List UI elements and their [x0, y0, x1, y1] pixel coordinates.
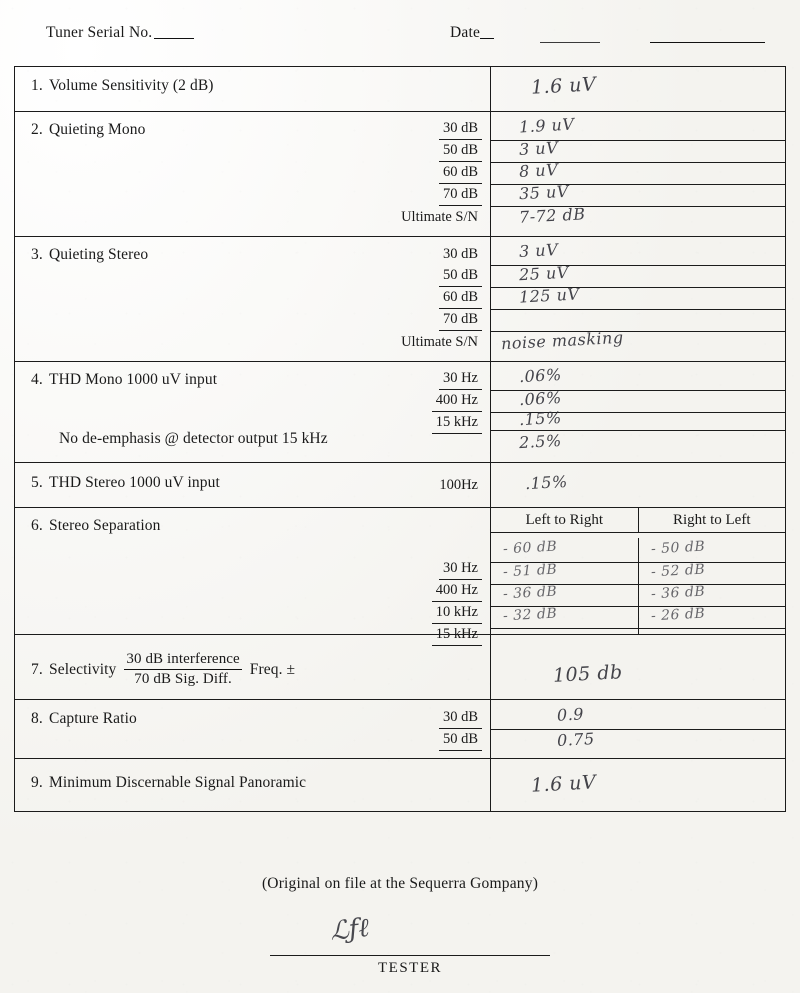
row-5-value-cell — [491, 463, 785, 507]
row-3-value-50db: 25 uV — [518, 262, 570, 285]
row-2-value-60db: 8 uV — [518, 159, 559, 182]
table-row — [15, 463, 785, 508]
row-4-value-cell — [491, 362, 785, 462]
row-4-label: 4. THD Mono 1000 uV input — [31, 371, 218, 388]
row-3-value-ultimate-sn: noise masking — [500, 327, 625, 354]
row-6-value-400hz-ltr: - 51 dB — [502, 561, 558, 581]
row-1-value-cell — [491, 67, 785, 111]
table-row — [15, 759, 785, 811]
row-8-value-50db: 0.75 — [556, 729, 596, 750]
table-row — [15, 700, 785, 759]
row-9-value-cell — [491, 759, 785, 811]
sublabel: 30 dB — [442, 246, 478, 262]
signature-line — [270, 955, 550, 956]
table-row — [15, 362, 785, 463]
row-2-value-70db: 35 uV — [518, 181, 570, 204]
sublabel: 60 dB — [232, 287, 482, 309]
sublabel: 400 Hz — [232, 390, 482, 412]
table-row — [15, 112, 785, 237]
row-6-value-10khz-rtl: - 36 dB — [650, 583, 706, 603]
row-4-label-cell — [15, 362, 491, 462]
date-blank — [480, 38, 494, 39]
form-header — [40, 18, 770, 54]
row-2-label: 2. Quieting Mono — [31, 121, 146, 138]
row-3-value-60db: 125 uV — [518, 284, 580, 307]
row-6-value-400hz-rtl: - 52 dB — [650, 561, 706, 581]
selectivity-fraction — [124, 651, 241, 688]
separation-column-headers — [491, 508, 785, 533]
row-6-sublabels — [232, 558, 482, 646]
sublabel: 70 dB — [232, 309, 482, 331]
row-6-value-30hz-rtl: - 50 dB — [650, 538, 706, 558]
sublabel: 30 dB — [232, 118, 482, 140]
sublabel: Ultimate S/N — [401, 334, 478, 350]
sublabel: 15 kHz — [232, 624, 482, 646]
row-3-value-cell — [491, 237, 785, 361]
sublabel: 70 dB — [232, 184, 482, 206]
row-3-value-30db: 3 uV — [518, 239, 559, 262]
row-3-sublabels — [232, 243, 482, 353]
sublabel: 30 dB — [232, 707, 482, 729]
separation-values — [491, 538, 785, 634]
row-4-value-30hz: .06% — [518, 364, 563, 387]
tester-signature: ℒƒℓ — [328, 913, 371, 947]
sublabel: 50 dB — [232, 140, 482, 162]
serial-number-label: Tuner Serial No. — [46, 24, 153, 41]
row-5-value-100hz: .15% — [524, 471, 569, 494]
header-rule-long — [650, 42, 765, 43]
table-row — [15, 508, 785, 642]
row-8-value-30db: 0.9 — [556, 704, 585, 725]
tester-label: TESTER — [378, 960, 442, 976]
row-7-label-cell — [15, 635, 491, 699]
fraction-denominator: 70 dB Sig. Diff. — [134, 671, 232, 687]
row-6-label: 6. Stereo Separation — [31, 517, 161, 534]
row-5-sublabels — [232, 474, 482, 496]
date-label: Date — [450, 24, 481, 41]
row-1-label-cell — [15, 67, 491, 111]
row-6-label-cell — [15, 508, 491, 642]
sublabel: 15 kHz — [232, 412, 482, 434]
row-8-sublabels — [232, 707, 482, 751]
row-4-value-400hz: .06% — [518, 387, 563, 410]
row-4-value-15khz: .15% — [518, 407, 563, 430]
row-8-label-cell — [15, 700, 491, 758]
row-8-label: 8. Capture Ratio — [31, 710, 137, 727]
measurements-table — [14, 66, 786, 812]
column-header-left-to-right: Left to Right — [491, 508, 639, 532]
separation-column-divider — [638, 538, 639, 634]
row-6-value-30hz-ltr: - 60 dB — [502, 538, 558, 558]
row-1-label: 1. Volume Sensitivity (2 dB) — [31, 77, 214, 94]
row-2-sublabels — [232, 118, 482, 228]
row-2-value-cell — [491, 112, 785, 236]
sublabel: 100Hz — [439, 477, 478, 493]
row-2-value-ultimate-sn: 7-72 dB — [518, 204, 586, 227]
row-1-handwritten-value: 1.6 uV — [530, 73, 597, 99]
row-4-sublabels — [232, 368, 482, 434]
row-9-handwritten-value: 1.6 uV — [530, 771, 597, 797]
row-6-value-15khz-ltr: - 32 dB — [502, 605, 558, 625]
row-3-label: 3. Quieting Stereo — [31, 246, 149, 263]
row-2-value-30db: 1.9 uV — [518, 114, 575, 137]
row-6-value-15khz-rtl: - 26 dB — [650, 605, 706, 625]
row-7-handwritten-value: 105 db — [552, 661, 624, 687]
sublabel: 30 Hz — [232, 368, 482, 390]
column-header-right-to-left: Right to Left — [673, 512, 751, 528]
row-6-value-10khz-ltr: - 36 dB — [502, 583, 558, 603]
table-row — [15, 67, 785, 112]
sublabel: 50 dB — [232, 729, 482, 751]
row-4-extra-label: No de-emphasis @ detector output 15 kHz — [59, 430, 328, 447]
row-8-value-cell — [491, 700, 785, 758]
row-9-label: 9. Minimum Discernable Signal Panoramic — [31, 774, 307, 791]
sublabel: 400 Hz — [232, 580, 482, 602]
row-2-value-50db: 3 uV — [518, 137, 559, 160]
sublabel: 30 Hz — [232, 558, 482, 580]
table-row — [15, 237, 785, 362]
row-3-label-cell — [15, 237, 491, 361]
row-7-label: 7. Selectivity $\frac{\text{30 dB interference}}{\text{70 dB Sig. Diff.}}$ Freq. ± — [31, 651, 296, 687]
row-9-label-cell — [15, 759, 491, 811]
row-2-label-cell — [15, 112, 491, 236]
sublabel: 10 kHz — [232, 602, 482, 624]
serial-number-blank — [154, 38, 194, 39]
row-4-value-no-deemphasis: 2.5% — [518, 430, 563, 453]
row-5-label: 5. THD Stereo 1000 uV input — [31, 474, 220, 491]
row-5-label-cell — [15, 463, 491, 507]
row-7-value-cell — [491, 635, 785, 699]
row-6-value-cell — [491, 508, 785, 634]
serial-number-field — [46, 24, 194, 42]
sublabel: 50 dB — [232, 265, 482, 287]
table-row — [15, 635, 785, 700]
sublabel: Ultimate S/N — [401, 209, 478, 225]
date-field — [450, 24, 494, 42]
original-on-file-note: (Original on file at the Sequerra Gompany) — [261, 875, 539, 892]
header-rule-short — [540, 42, 600, 43]
fraction-numerator: 30 dB interference — [124, 651, 241, 670]
sublabel: 60 dB — [232, 162, 482, 184]
